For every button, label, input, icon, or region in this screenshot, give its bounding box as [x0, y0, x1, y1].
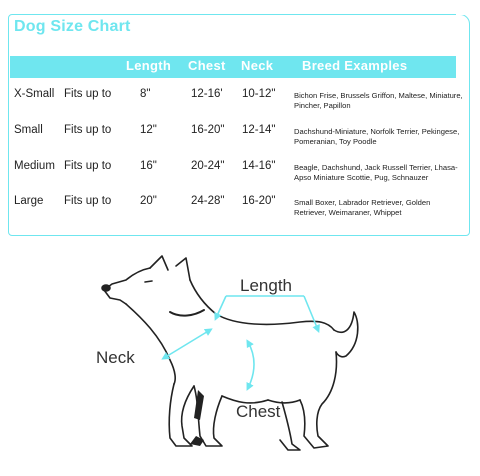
header-length: Length [126, 58, 172, 73]
size-name: Small [14, 124, 43, 136]
fits-label: Fits up to [64, 88, 112, 100]
length-value: 20" [140, 195, 157, 207]
length-label: Length [240, 276, 292, 295]
length-value: 16" [140, 160, 157, 172]
size-name: Large [14, 195, 44, 207]
chest-value: 24-28" [191, 195, 225, 207]
breed-examples: Beagle, Dachshund, Jack Russell Terrier, Lhasa-Apso Miniature Scottie, Pug, Schnauzer [294, 163, 458, 183]
length-value: 8" [140, 88, 151, 100]
chest-value: 20-24" [191, 160, 225, 172]
breed-examples: Dachshund-Miniature, Norfolk Terrier, Pekingese, Pomeranian, Toy Poodle [294, 127, 460, 147]
chart-title: Dog Size Chart [14, 18, 131, 35]
fits-label: Fits up to [64, 124, 112, 136]
breed-examples: Bichon Frise, Brussels Griffon, Maltese, Miniature, Pincher, Papillon [294, 91, 463, 111]
neck-arrow [164, 330, 210, 358]
header-chest: Chest [188, 58, 226, 73]
chest-arrow [248, 342, 254, 388]
size-name: Medium [14, 160, 55, 172]
neck-value: 12-14" [242, 124, 276, 136]
chest-value: 12-16' [191, 88, 223, 100]
neck-label: Neck [96, 348, 135, 367]
dog-outline [102, 256, 358, 450]
fits-label: Fits up to [64, 195, 112, 207]
neck-value: 14-16" [242, 160, 276, 172]
chest-value: 16-20" [191, 124, 225, 136]
fits-label: Fits up to [64, 160, 112, 172]
neck-value: 10-12" [242, 88, 276, 100]
header-breed-examples: Breed Examples [302, 58, 408, 73]
length-value: 12" [140, 124, 157, 136]
header-neck: Neck [241, 58, 274, 73]
size-name: X-Small [14, 88, 55, 100]
chest-label: Chest [236, 402, 281, 421]
breed-examples: Small Boxer, Labrador Retriever, Golden Retriever, Weimaraner, Whippet [294, 198, 431, 218]
neck-value: 16-20" [242, 195, 276, 207]
